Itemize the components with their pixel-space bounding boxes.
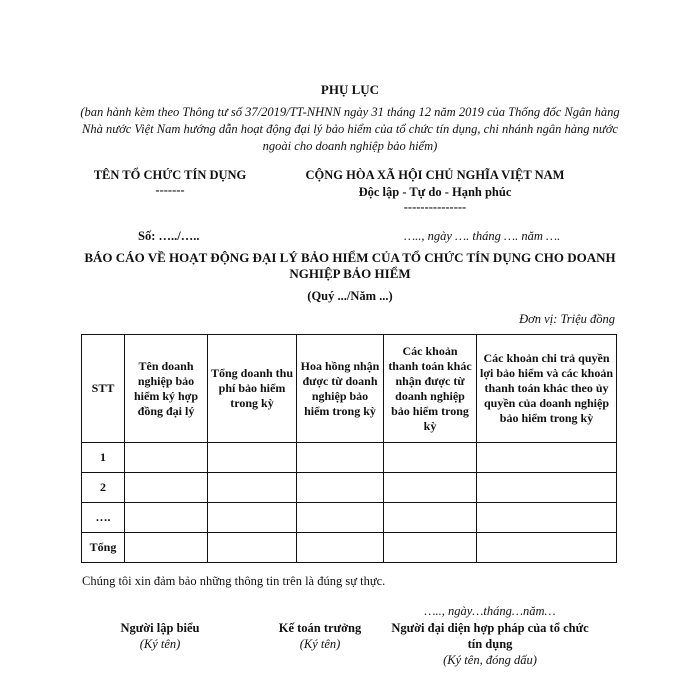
header-commission: Hoa hồng nhận được từ doanh nghiệp bảo hiểm trong kỳ — [297, 335, 384, 443]
signature-role: Người đại diện hợp pháp của tổ chức tín dụng — [391, 621, 589, 651]
motto-divider: --------------- — [403, 200, 467, 214]
table-cell[interactable] — [297, 443, 384, 473]
national-motto: Độc lập - Tự do - Hạnh phúc — [358, 185, 512, 199]
document-date: ….., ngày …. tháng …. năm …. — [404, 229, 561, 243]
table-cell[interactable] — [477, 443, 617, 473]
signature-date: ….., ngày…tháng…năm… — [424, 604, 556, 618]
table-cell[interactable] — [125, 503, 208, 533]
header-stt: STT — [82, 335, 125, 443]
signature-note: (Ký tên) — [139, 637, 181, 651]
signature-block-representative — [385, 620, 595, 668]
signature-block-preparer — [100, 620, 220, 652]
table-cell[interactable] — [208, 443, 297, 473]
table-cell[interactable] — [208, 473, 297, 503]
signature-role: Người lập biểu — [120, 621, 200, 635]
row-stt: 1 — [82, 443, 125, 473]
currency-unit: Đơn vị: Triệu đồng — [519, 312, 615, 326]
document-number: Số: …../….. — [138, 229, 200, 243]
table-total-row — [82, 533, 617, 563]
signature-note: (Ký tên, đóng dấu) — [443, 653, 537, 667]
table-cell[interactable] — [477, 473, 617, 503]
appendix-subtitle: (ban hành kèm theo Thông tư số 37/2019/TT-NHNN ngày 31 tháng 12 năm 2019 của Thống đốc Ngân hàng Nhà nước Việt Nam hướng dẫn hoạt động đại lý bảo hiểm của tổ chức tín dụng, chi nhánh ngân hàng nước ngoài cho doanh nghiệp bảo hiểm) — [80, 105, 620, 153]
table-row — [82, 473, 617, 503]
row-total-label: Tổng — [82, 533, 125, 563]
org-divider: ------- — [155, 183, 185, 197]
signature-block-accountant — [260, 620, 380, 652]
table-cell[interactable] — [125, 533, 208, 563]
table-cell[interactable] — [384, 503, 477, 533]
table-cell[interactable] — [297, 503, 384, 533]
table-cell[interactable] — [384, 473, 477, 503]
org-name: TÊN TỔ CHỨC TÍN DỤNG — [93, 168, 247, 182]
table-cell[interactable] — [384, 443, 477, 473]
header-authorized-payments: Các khoản chi trả quyền lợi bảo hiểm và các khoản thanh toán khác theo ủy quyền của doanh nghiệp bảo hiểm trong kỳ — [477, 335, 617, 443]
row-stt: 2 — [82, 473, 125, 503]
header-other-receipts: Các khoản thanh toán khác nhận được từ doanh nghiệp bảo hiểm trong kỳ — [384, 335, 477, 443]
table-row — [82, 443, 617, 473]
table-cell[interactable] — [477, 503, 617, 533]
table-cell[interactable] — [384, 533, 477, 563]
table-cell[interactable] — [208, 533, 297, 563]
table-cell[interactable] — [125, 443, 208, 473]
table-cell[interactable] — [208, 503, 297, 533]
appendix-title: PHỤ LỤC — [320, 82, 380, 97]
header-insurer-name: Tên doanh nghiệp bảo hiểm ký hợp đồng đại lý — [125, 335, 208, 443]
report-table — [81, 334, 617, 563]
signature-role: Kế toán trưởng — [278, 621, 362, 635]
report-title: BÁO CÁO VỀ HOẠT ĐỘNG ĐẠI LÝ BẢO HIỂM CỦA TỔ CHỨC TÍN DỤNG CHO DOANH NGHIỆP BẢO HIỂM — [84, 250, 616, 281]
table-row — [82, 503, 617, 533]
signature-note: (Ký tên) — [299, 637, 341, 651]
table-cell[interactable] — [297, 533, 384, 563]
assurance-statement: Chúng tôi xin đảm bảo những thông tin trên là đúng sự thực. — [82, 574, 386, 588]
table-cell[interactable] — [125, 473, 208, 503]
national-title: CỘNG HÒA XÃ HỘI CHỦ NGHĨA VIỆT NAM — [305, 168, 565, 182]
table-cell[interactable] — [477, 533, 617, 563]
report-period: (Quý .../Năm ...) — [307, 289, 393, 303]
row-stt: …. — [82, 503, 125, 533]
header-total-premium: Tổng doanh thu phí bảo hiểm trong kỳ — [208, 335, 297, 443]
table-header-row — [82, 335, 617, 443]
table-cell[interactable] — [297, 473, 384, 503]
